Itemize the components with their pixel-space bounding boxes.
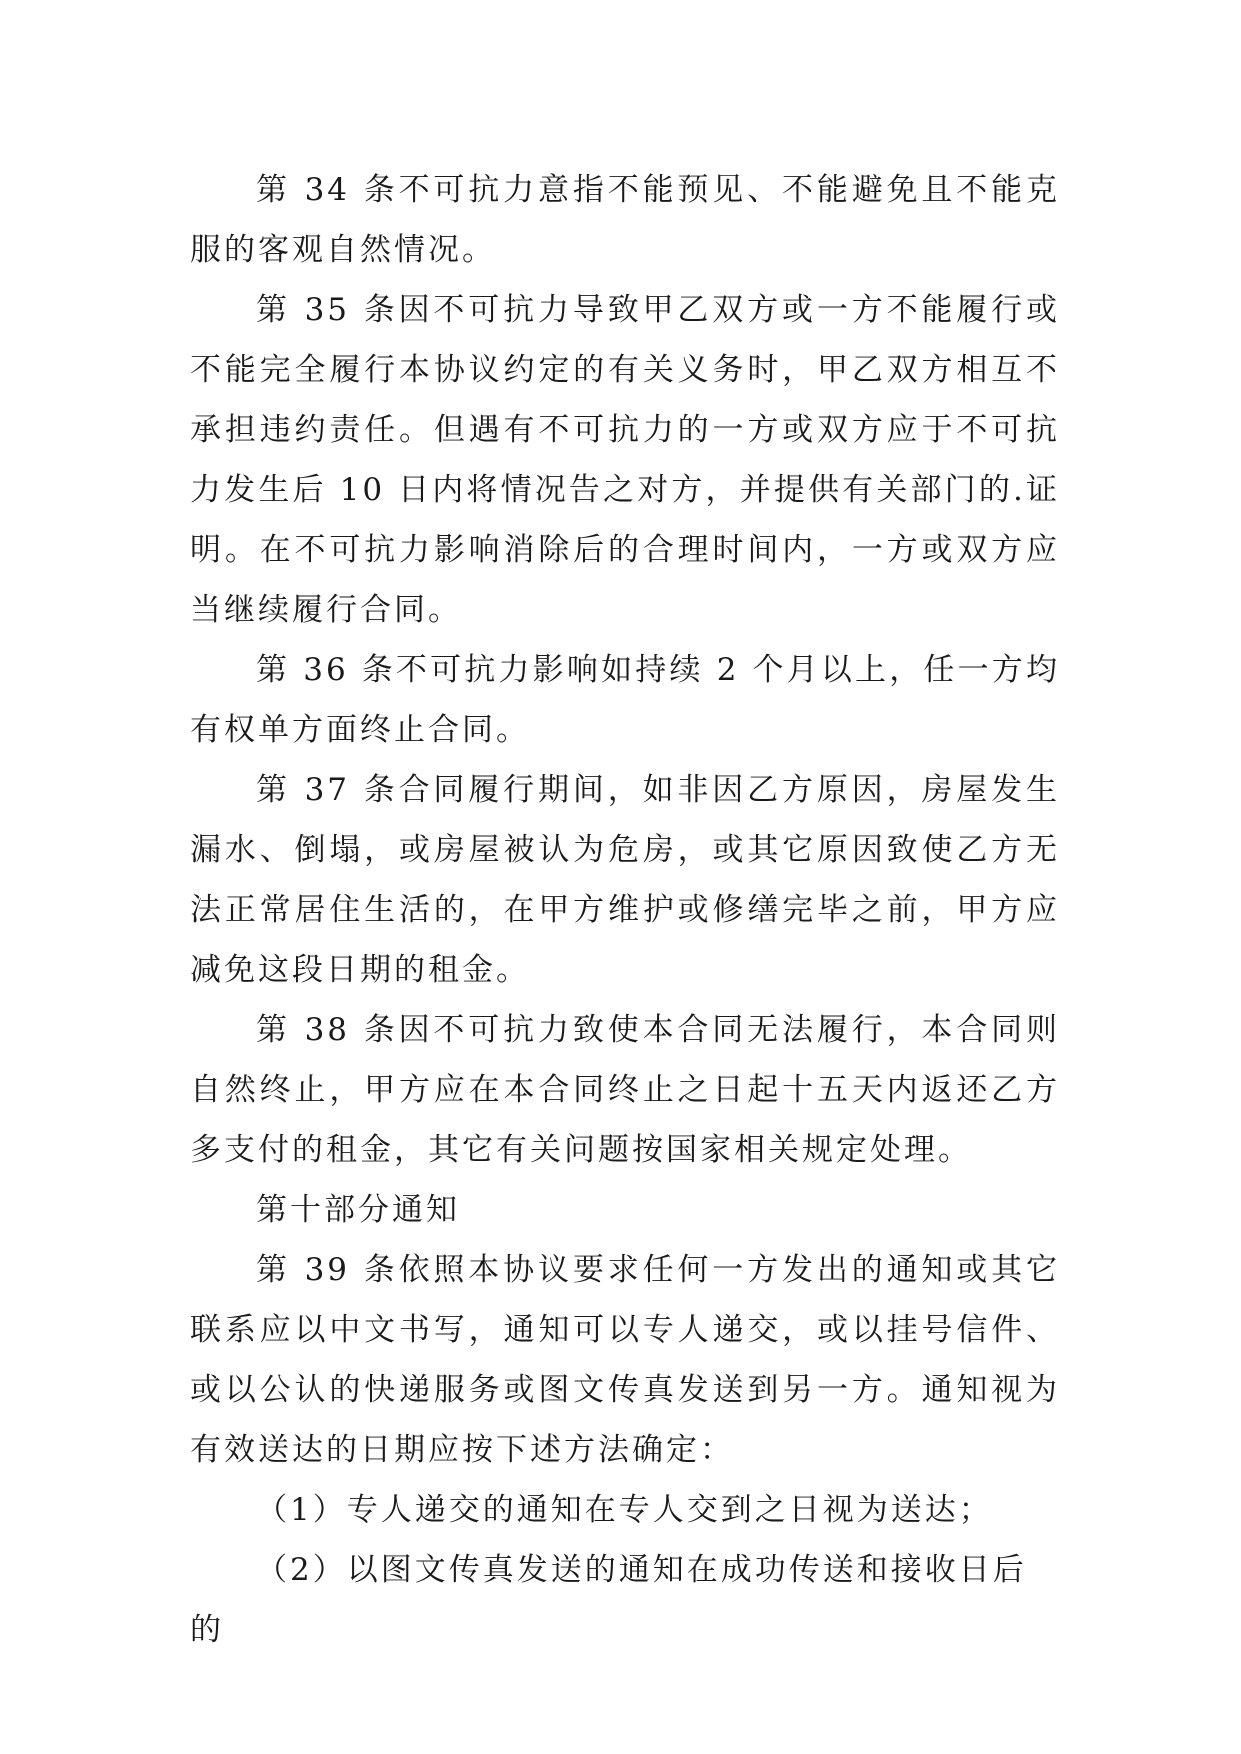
article-38-paragraph: 第 38 条因不可抗力致使本合同无法履行，本合同则自然终止，甲方应在本合同终止之日起十五天内返还乙方多支付的租金，其它有关问题按国家相关规定处理。: [190, 1012, 1060, 1168]
document-body: [190, 160, 1060, 1660]
article-35-paragraph: 第 35 条因不可抗力导致甲乙双方或一方不能履行或不能完全履行本协议约定的有关义务时，甲乙双方相互不承担违约责任。但遇有不可抗力的一方或双方应于不可抗力发生后 10 日内将情况告之对方，并提供有关部门的.证明。在不可抗力影响消除后的合理时间内，一方或双方应当继续履行合同。: [190, 292, 1060, 628]
article-37-paragraph: 第 37 条合同履行期间，如非因乙方原因，房屋发生漏水、倒塌，或房屋被认为危房，或其它原因致使乙方无法正常居住生活的，在甲方维护或修缮完毕之前，甲方应减免这段日期的租金。: [190, 772, 1060, 988]
notice-clause-1: （1）专人递交的通知在专人交到之日视为送达；: [256, 1492, 993, 1528]
article-39-paragraph: 第 39 条依照本协议要求任何一方发出的通知或其它联系应以中文书写，通知可以专人递交，或以挂号信件、或以公认的快递服务或图文传真发送到另一方。通知视为有效送达的日期应按下述方法确定：: [190, 1252, 1060, 1468]
notice-clause-2: （2）以图文传真发送的通知在成功传送和接收日后的: [190, 1552, 1027, 1648]
section-heading-notice: 第十部分通知: [256, 1192, 460, 1228]
article-34-paragraph: 第 34 条不可抗力意指不能预见、不能避免且不能克服的客观自然情况。: [190, 172, 1060, 268]
article-36-paragraph: 第 36 条不可抗力影响如持续 2 个月以上，任一方均有权单方面终止合同。: [190, 652, 1060, 748]
